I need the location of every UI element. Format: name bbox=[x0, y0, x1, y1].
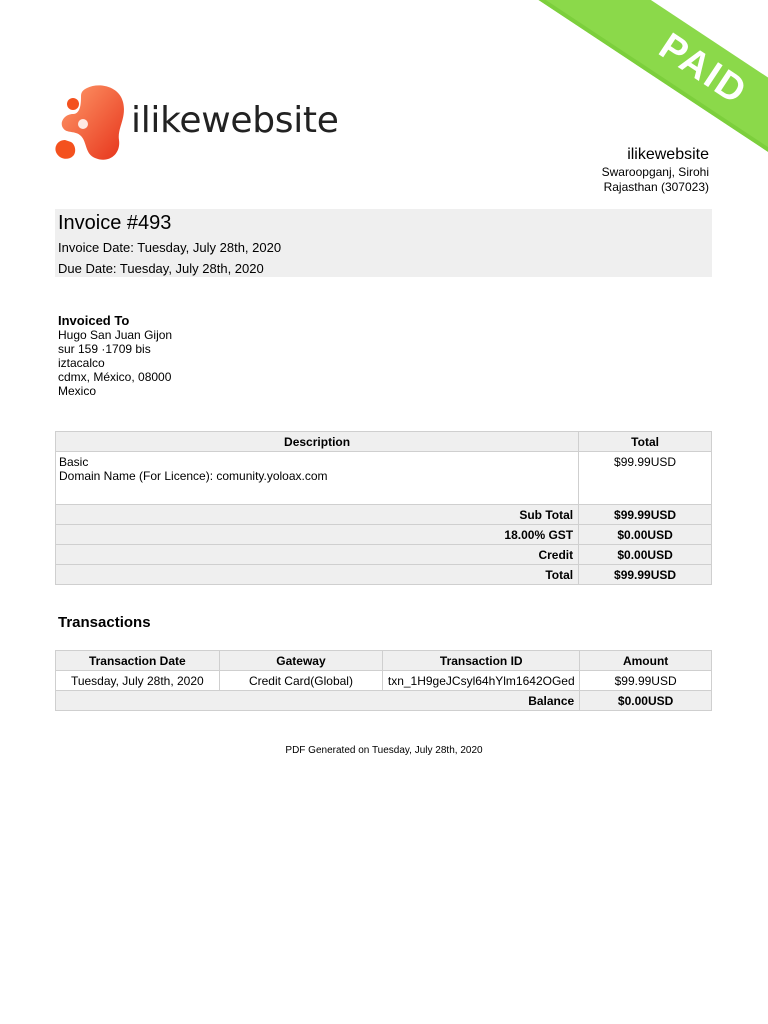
column-header-transaction-date: Transaction Date bbox=[56, 651, 220, 671]
summary-row-total bbox=[56, 565, 712, 585]
summary-row-subtotal bbox=[56, 505, 712, 525]
transaction-date-cell: Tuesday, July 28th, 2020 bbox=[56, 671, 220, 691]
column-header-amount: Amount bbox=[580, 651, 712, 671]
paid-ribbon-label: PAID bbox=[510, 0, 768, 200]
balance-value: $0.00USD bbox=[580, 691, 712, 711]
column-header-description: Description bbox=[56, 432, 579, 452]
logo-text: ilikewebsite bbox=[131, 100, 339, 141]
summary-value: $99.99USD bbox=[579, 565, 712, 585]
table-row bbox=[56, 452, 712, 505]
invoiced-to-line: Mexico bbox=[58, 384, 97, 398]
company-address-line2: Rajasthan (307023) bbox=[603, 180, 709, 194]
summary-label: 18.00% GST bbox=[56, 525, 579, 545]
invoice-due-date: Due Date: Tuesday, July 28th, 2020 bbox=[58, 261, 264, 276]
column-header-gateway: Gateway bbox=[219, 651, 383, 671]
summary-row-credit bbox=[56, 545, 712, 565]
column-header-transaction-id: Transaction ID bbox=[383, 651, 580, 671]
invoiced-to-line: Hugo San Juan Gijon bbox=[58, 328, 173, 342]
summary-value: $0.00USD bbox=[579, 545, 712, 565]
summary-label: Credit bbox=[56, 545, 579, 565]
balance-label: Balance bbox=[56, 691, 580, 711]
transaction-id-cell: txn_1H9geJCsyl64hYlm1642OGed bbox=[383, 671, 580, 691]
invoiced-to-line: cdmx, México, 08000 bbox=[58, 370, 172, 384]
table-header-row bbox=[56, 432, 712, 452]
company-address-block bbox=[602, 146, 709, 194]
company-name: ilikewebsite bbox=[627, 146, 709, 163]
column-header-total: Total bbox=[579, 432, 712, 452]
summary-value: $99.99USD bbox=[579, 505, 712, 525]
item-description-cell bbox=[56, 452, 579, 505]
balance-row bbox=[56, 691, 712, 711]
invoiced-to-line: iztacalco bbox=[58, 356, 105, 370]
item-total-cell: $99.99USD bbox=[579, 452, 712, 505]
invoiced-to-line: sur 159 ·1709 bis bbox=[58, 342, 151, 356]
item-name: Basic bbox=[59, 455, 89, 469]
invoiced-to-heading: Invoiced To bbox=[58, 313, 130, 328]
logo-splash-icon bbox=[53, 84, 129, 164]
summary-label: Sub Total bbox=[56, 505, 579, 525]
invoice-header-box bbox=[55, 209, 712, 277]
transaction-amount-cell: $99.99USD bbox=[580, 671, 712, 691]
invoiced-to-block bbox=[58, 313, 172, 398]
summary-label: Total bbox=[56, 565, 579, 585]
transactions-title: Transactions bbox=[58, 614, 151, 631]
table-header-row bbox=[56, 651, 712, 671]
summary-row-gst bbox=[56, 525, 712, 545]
transaction-gateway-cell: Credit Card(Global) bbox=[219, 671, 383, 691]
summary-value: $0.00USD bbox=[579, 525, 712, 545]
item-detail: Domain Name (For Licence): comunity.yoloax.com bbox=[59, 469, 328, 483]
table-row bbox=[56, 671, 712, 691]
transactions-table bbox=[55, 650, 712, 711]
invoice-items-table bbox=[55, 431, 712, 585]
invoice-date: Invoice Date: Tuesday, July 28th, 2020 bbox=[58, 240, 282, 255]
invoice-title: Invoice #493 bbox=[58, 212, 172, 234]
pdf-generated-footer: PDF Generated on Tuesday, July 28th, 2020 bbox=[285, 745, 483, 756]
company-address-line1: Swaroopganj, Sirohi bbox=[601, 165, 709, 179]
